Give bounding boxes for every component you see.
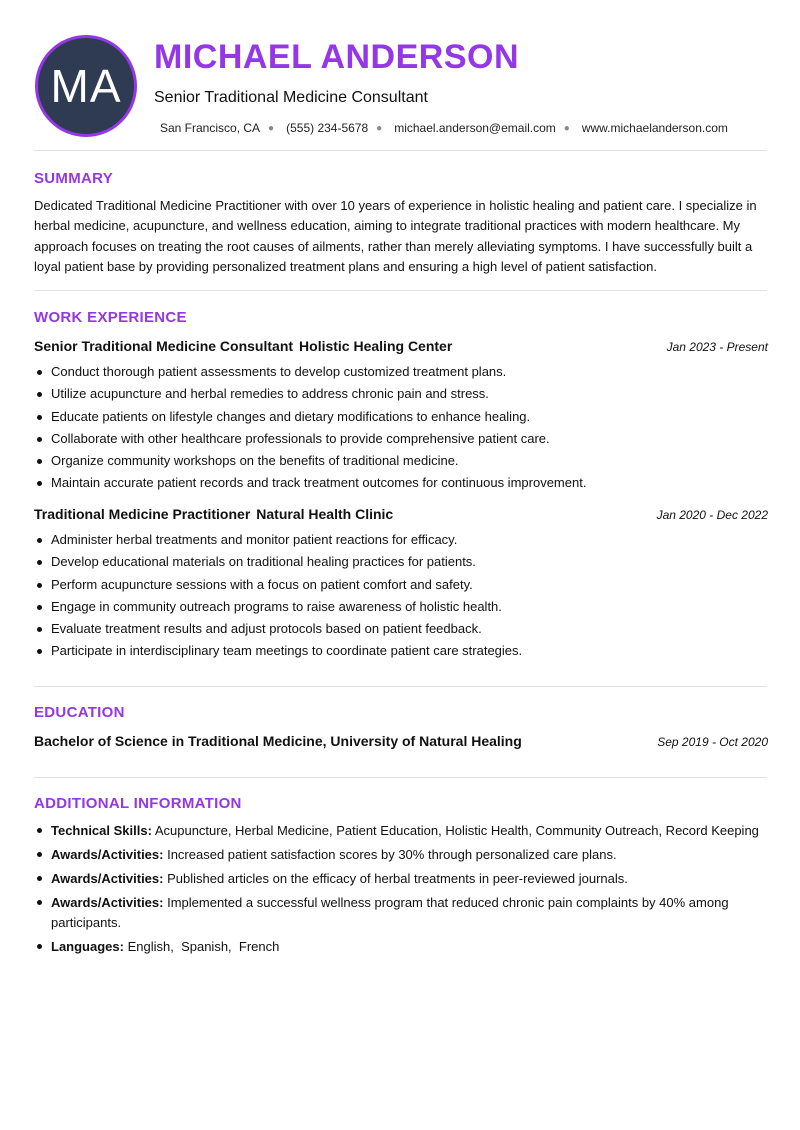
list-item: Evaluate treatment results and adjust protocols based on patient feedback. — [34, 620, 768, 638]
job-header — [34, 506, 768, 522]
item-label: Languages: — [51, 938, 124, 954]
item-text: Increased patient satisfaction scores by 30% through personalized care plans. — [167, 847, 617, 862]
job-role: Senior Traditional Medicine Consultant — [34, 338, 294, 354]
section-divider — [34, 150, 767, 151]
candidate-name: MICHAEL ANDERSON — [154, 38, 520, 76]
section-divider — [34, 686, 767, 687]
contact-phone: (555) 234-5678 — [286, 121, 369, 135]
job-role: Traditional Medicine Practitioner — [34, 506, 251, 522]
candidate-title: Senior Traditional Medicine Consultant — [154, 89, 428, 106]
item-text: Published articles on the efficacy of herbal treatments in peer-reviewed journals. — [167, 871, 628, 886]
contact-email[interactable]: michael.anderson@email.com — [394, 121, 556, 135]
item-text: English, Spanish, French — [127, 938, 280, 954]
list-item: Engage in community outreach programs to raise awareness of holistic health. — [34, 598, 768, 616]
job-bullets — [34, 363, 768, 497]
contact-website[interactable]: www.michaelanderson.com — [581, 121, 728, 135]
job-dates: Jan 2020 - Dec 2022 — [656, 508, 768, 522]
bullet-dot-icon: ● — [268, 122, 275, 134]
bullet-dot-icon: ● — [563, 122, 570, 134]
education-degree: Bachelor of Science in Traditional Medicine, University of Natural Healing — [34, 733, 522, 749]
list-item: Maintain accurate patient records and track treatment outcomes for continuous improvement. — [34, 474, 768, 492]
list-item: Perform acupuncture sessions with a focus on patient comfort and safety. — [34, 576, 768, 594]
contact-location: San Francisco, CA — [160, 121, 261, 135]
additional-list — [34, 821, 768, 961]
item-text: Acupuncture, Herbal Medicine, Patient Education, Holistic Health, Community Outreach, Record Keeping — [154, 823, 759, 838]
avatar-initials: MA — [50, 60, 122, 112]
bullet-dot-icon: ● — [376, 122, 383, 134]
job-company: Natural Health Clinic — [256, 506, 394, 522]
section-divider — [34, 290, 767, 291]
list-item — [34, 937, 768, 957]
job-header — [34, 338, 768, 354]
item-label: Awards/Activities: — [51, 895, 164, 910]
list-item — [34, 845, 768, 865]
education-dates: Sep 2019 - Oct 2020 — [657, 735, 768, 749]
item-label: Awards/Activities: — [51, 871, 164, 886]
job-bullets — [34, 531, 768, 665]
job-company: Holistic Healing Center — [299, 338, 453, 354]
list-item — [34, 869, 768, 889]
contact-row — [160, 121, 728, 135]
education-row — [34, 733, 768, 749]
list-item: Collaborate with other healthcare professionals to provide comprehensive patient care. — [34, 430, 768, 448]
list-item: Administer herbal treatments and monitor patient reactions for efficacy. — [34, 531, 768, 549]
avatar — [35, 35, 137, 137]
list-item: Organize community workshops on the benefits of traditional medicine. — [34, 452, 768, 470]
education-heading: EDUCATION — [34, 704, 125, 721]
summary-text: Dedicated Traditional Medicine Practitioner with over 10 years of experience in holistic healing and patient care. I specialize in herbal medicine, acupuncture, and wellness education, aiming to integrate traditional practices with modern healthcare. My approach focuses on treating the root causes of ailments, rather than merely alleviating symptoms. I have successfully built a loyal patient base by providing personalized treatment plans and ensuring a high level of patient satisfaction. — [34, 198, 757, 274]
list-item — [34, 893, 768, 932]
list-item — [34, 821, 768, 841]
list-item: Participate in interdisciplinary team meetings to coordinate patient care strategies. — [34, 642, 768, 660]
section-divider — [34, 777, 767, 778]
job-dates: Jan 2023 - Present — [666, 340, 768, 354]
additional-heading: ADDITIONAL INFORMATION — [34, 795, 242, 812]
experience-heading: WORK EXPERIENCE — [34, 309, 187, 326]
list-item: Utilize acupuncture and herbal remedies to address chronic pain and stress. — [34, 385, 768, 403]
list-item: Develop educational materials on traditional healing practices for patients. — [34, 553, 768, 571]
list-item: Educate patients on lifestyle changes and dietary modifications to enhance healing. — [34, 408, 768, 426]
summary-heading: SUMMARY — [34, 170, 114, 187]
item-label: Awards/Activities: — [51, 847, 164, 862]
item-text: Implemented a successful wellness program that reduced chronic pain complaints by 40% among participants. — [51, 895, 729, 930]
item-label: Technical Skills: — [51, 823, 152, 838]
list-item: Conduct thorough patient assessments to develop customized treatment plans. — [34, 363, 768, 381]
